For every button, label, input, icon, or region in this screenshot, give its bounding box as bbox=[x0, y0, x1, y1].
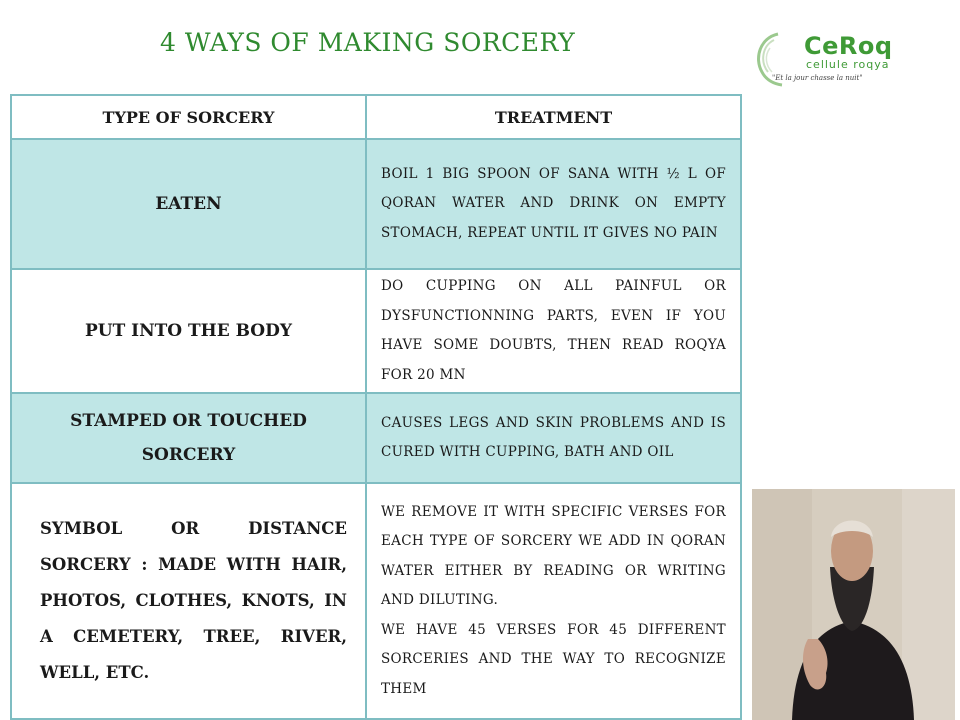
presenter-video-overlay bbox=[752, 489, 955, 720]
table-header-row bbox=[11, 95, 741, 139]
treatment-cell: BOIL 1 BIG SPOON OF SANA WITH ½ L OF QORAN WATER AND DRINK ON EMPTY STOMACH, REPEAT UNTIL IT GIVES NO PAIN bbox=[366, 139, 741, 269]
slide-title: 4 WAYS OF MAKING SORCERY bbox=[160, 28, 576, 57]
treatment-paragraph: WE HAVE 45 VERSES FOR 45 DIFFERENT SORCERIES AND THE WAY TO RECOGNIZE THEM bbox=[381, 621, 726, 697]
treatment-cell bbox=[366, 483, 741, 719]
header-treatment: TREATMENT bbox=[366, 95, 741, 139]
table-row bbox=[11, 269, 741, 393]
type-cell: SYMBOL OR DISTANCE SORCERY : MADE WITH HAIR, PHOTOS, CLOTHES, KNOTS, IN A CEMETERY, TREE, RIVER, WELL, ETC. bbox=[11, 483, 366, 719]
ceroq-logo bbox=[748, 28, 918, 90]
type-cell: PUT INTO THE BODY bbox=[11, 269, 366, 393]
type-cell: STAMPED OR TOUCHED SORCERY bbox=[11, 393, 366, 483]
treatment-cell: CAUSES LEGS AND SKIN PROBLEMS AND IS CURED WITH CUPPING, BATH AND OIL bbox=[366, 393, 741, 483]
treatment-paragraph: WE REMOVE IT WITH SPECIFIC VERSES FOR EACH TYPE OF SORCERY WE ADD IN QORAN WATER EITHER BY READING OR WRITING AND DILUTING. bbox=[381, 503, 726, 609]
presenter-image bbox=[752, 489, 955, 720]
logo-subtitle: cellule roqya bbox=[806, 58, 890, 71]
type-cell: EATEN bbox=[11, 139, 366, 269]
sorcery-table bbox=[10, 94, 742, 720]
logo-tagline: "Et la jour chasse la nuit" bbox=[772, 74, 863, 82]
header-type: TYPE OF SORCERY bbox=[11, 95, 366, 139]
logo-name: CeRoq bbox=[804, 32, 893, 60]
table-row bbox=[11, 139, 741, 269]
treatment-cell: DO CUPPING ON ALL PAINFUL OR DYSFUNCTIONNING PARTS, EVEN IF YOU HAVE SOME DOUBTS, THEN READ ROQYA FOR 20 MN bbox=[366, 269, 741, 393]
table-row bbox=[11, 483, 741, 719]
table-row bbox=[11, 393, 741, 483]
